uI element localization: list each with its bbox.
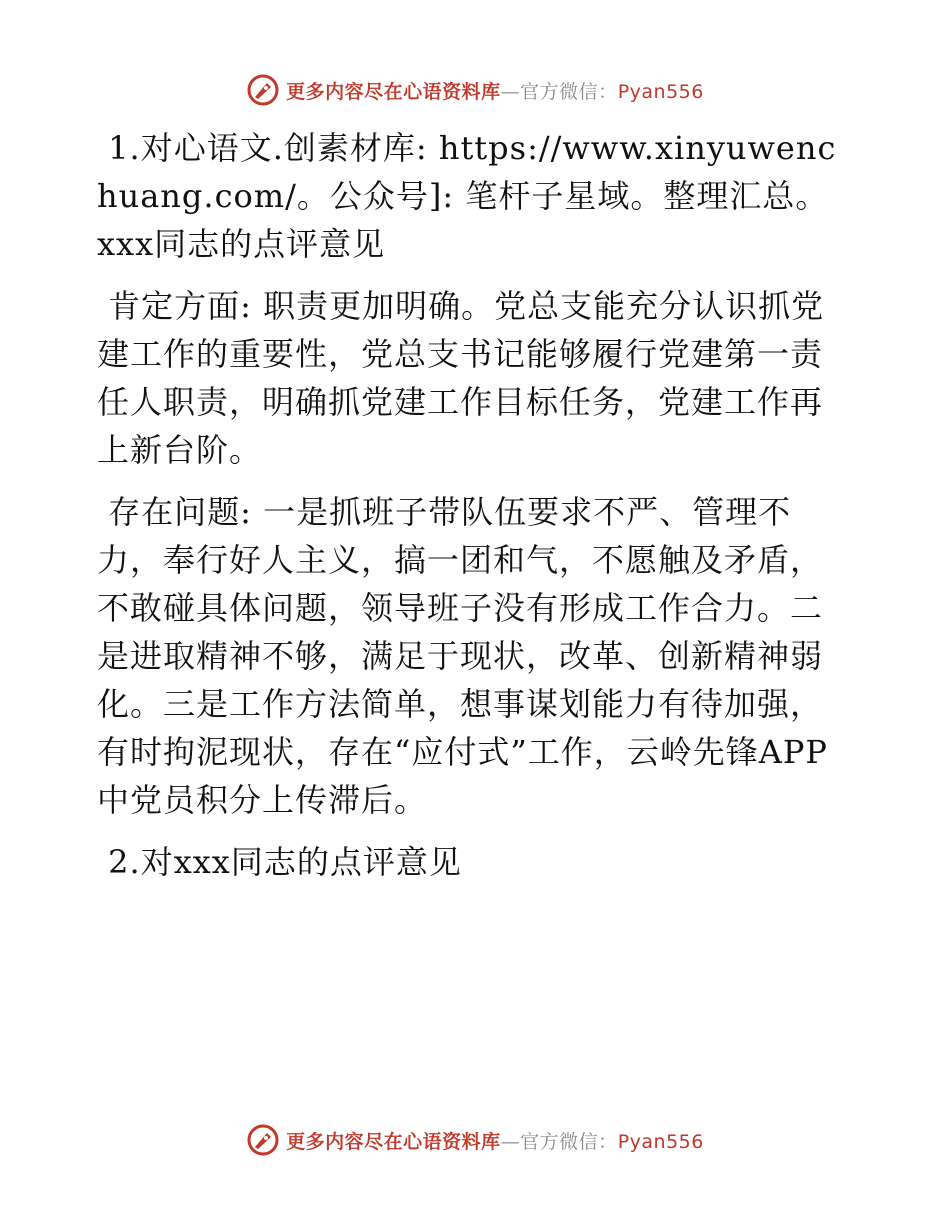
banner-handle: Pyan556	[617, 80, 704, 103]
pen-nib-logo-icon	[246, 1123, 280, 1157]
document-body	[97, 124, 847, 900]
banner-label: 官方微信	[520, 1130, 599, 1153]
banner-brand: 更多内容尽在心语资料库	[286, 80, 501, 103]
banner-brand: 更多内容尽在心语资料库	[286, 1130, 501, 1153]
banner-dash: —	[500, 80, 521, 103]
banner-colon: ：	[598, 80, 618, 103]
banner-colon: ：	[598, 1130, 618, 1153]
banner-text	[286, 1127, 704, 1154]
banner-dash: —	[500, 1130, 521, 1153]
banner-label: 官方微信	[520, 80, 599, 103]
paragraph-2: 肯定方面: 职责更加明确。党总支能充分认识抓党建工作的重要性，党总支书记能够履行党建第一责任人职责，明确抓党建工作目标任务，党建工作再上新台阶。	[97, 287, 825, 469]
banner-handle: Pyan556	[617, 1130, 704, 1153]
paragraph-3: 存在问题: 一是抓班子带队伍要求不严、管理不力，奉行好人主义，搞一团和气，不愿触及矛盾，不敢碰具体问题，领导班子没有形成工作合力。二是进取精神不够，满足于现状，改革、创新精神弱化。三是工作方法简单，想事谋划能力有待加强，有时拘泥现状，存在“应付式”工作，云岭先锋APP中党员积分上传滞后。	[97, 493, 828, 819]
paragraph-1: 1.对心语文.创素材库: https://www.xinyuwenchuang.com/。公众号]: 笔杆子星域。整理汇总。xxx同志的点评意见	[97, 129, 837, 263]
pen-nib-logo-icon	[246, 73, 280, 107]
footer-banner	[0, 1120, 950, 1160]
header-banner	[0, 70, 950, 110]
banner-text	[286, 77, 704, 104]
paragraph-4: 2.对xxx同志的点评意见	[97, 843, 462, 881]
